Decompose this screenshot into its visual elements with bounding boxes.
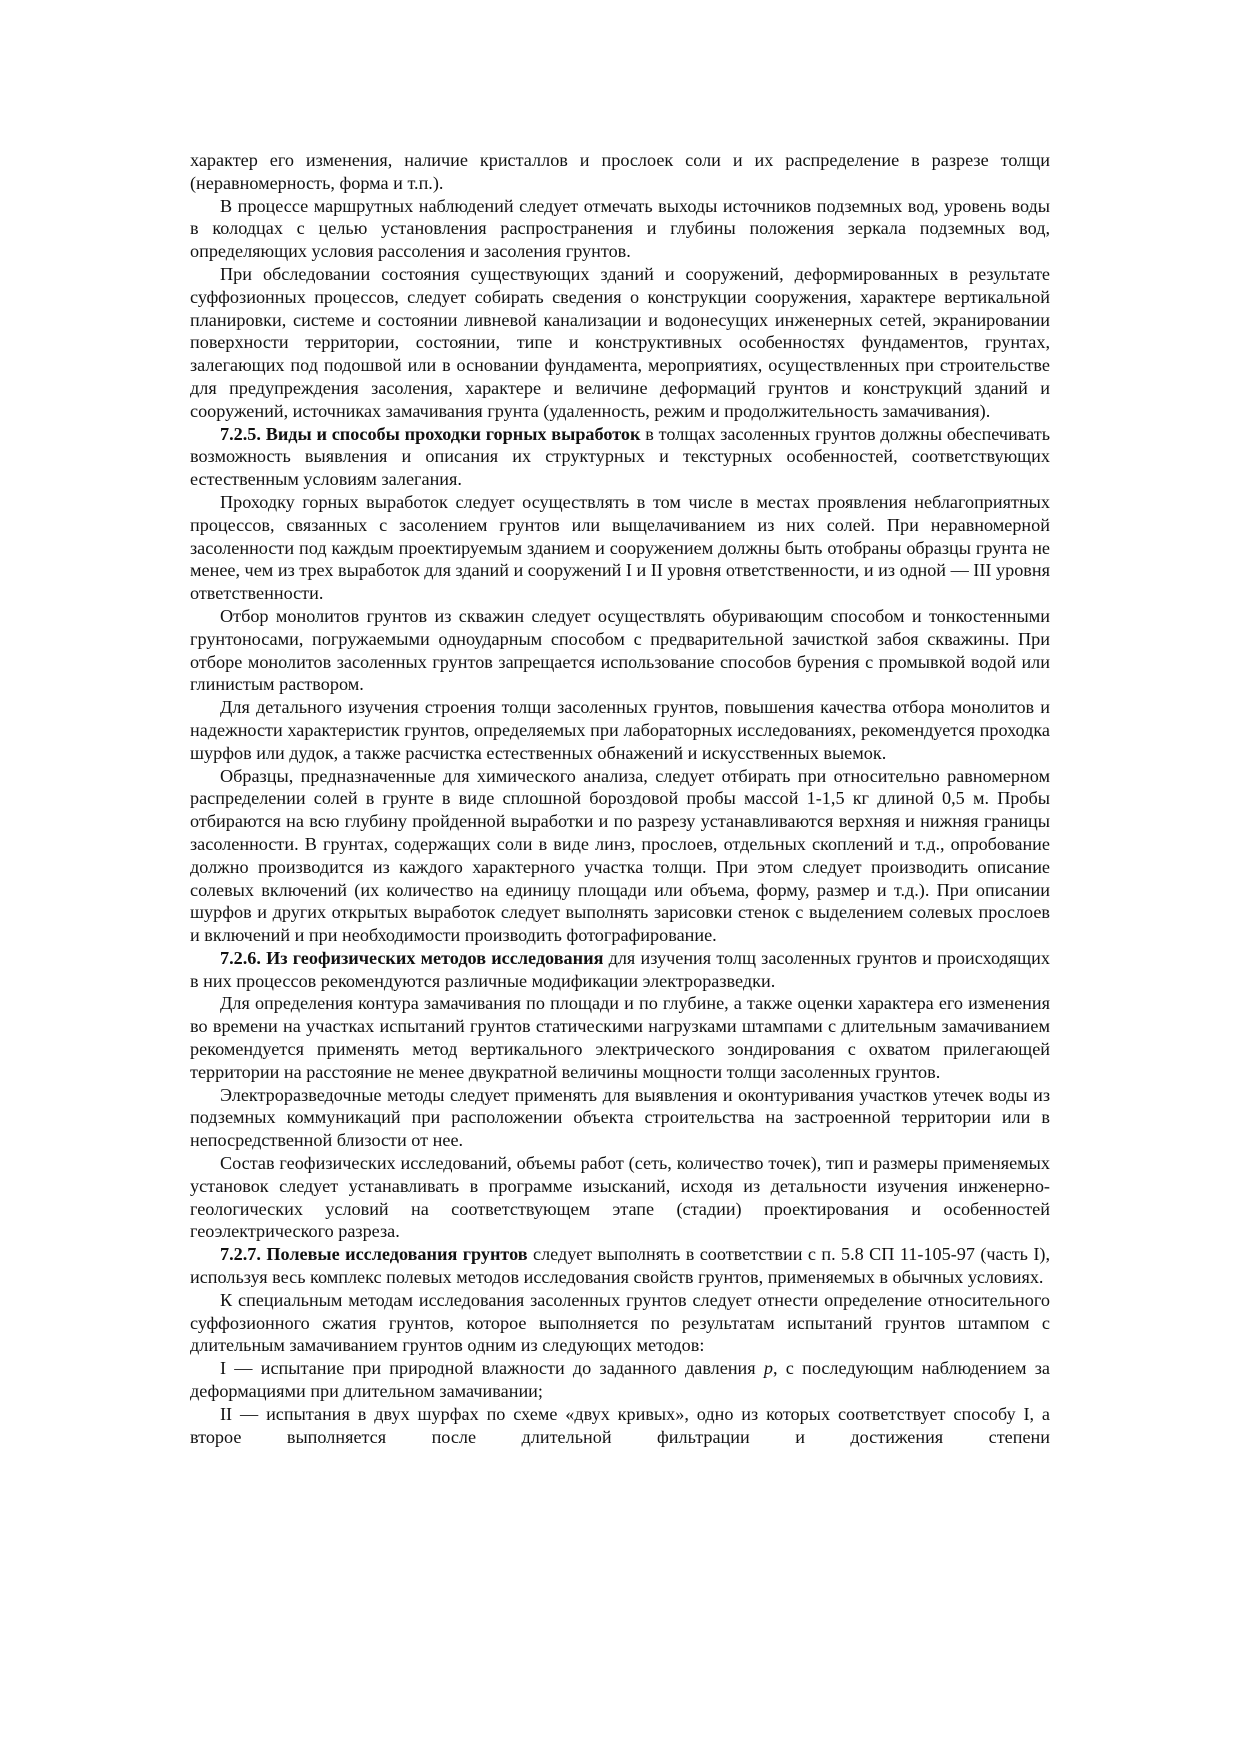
paragraph-text: К специальным методам исследования засоленных грунтов следует отнести определение относительного суффозионного сжатия грунтов, которое выполняется по результатам испытаний грунтов штампом с длительным замачиванием грунтов одним из следующих методов:: [190, 1289, 1050, 1356]
paragraph-text: Для детального изучения строения толщи засоленных грунтов, повышения качества отбора монолитов и надежности характеристик грунтов, определяемых при лабораторных исследованиях, рекомендуется проходка шурфов или дудок, а также расчистка естественных обнажений и искусственных выемок.: [190, 697, 1050, 763]
paragraph-text: для изучения толщ засоленных грунтов и происходящих в них процессов рекомендуются различные модификации электроразведки.: [190, 947, 1050, 991]
paragraph-text: Состав геофизических исследований, объемы работ (сеть, количество точек), тип и размеры применяемых установок следует устанавливать в программе изысканий, исходя из детальности изучения инженерно-геологических условий на соответствующем этапе (стадии) проектирования и особенностей геоэлектрического разреза.: [190, 1153, 1050, 1242]
paragraph-text: Проходку горных выработок следует осуществлять в том числе в местах проявления неблагоприятных процессов, связанных с засолением грунтов или выщелачиванием из них солей. При неравномерной засоленности под каждым проектируемым зданием и сооружением должны быть отобраны образцы грунта не менее, чем из трех выработок для зданий и сооружений I и II уровня ответственности, и из одной — III уровня ответственности.: [190, 491, 1050, 604]
section-7-2-5: [190, 423, 1050, 491]
paragraph: [190, 605, 1050, 696]
paragraph-text: Для определения контура замачивания по площади и по глубине, а также оценки характера его изменения во времени на участках испытаний грунтов статическими нагрузками штампами с длительным замачиванием рекомендуется применять метод вертикального электрического зондирования с охватом прилегающей территории на расстояние не менее двукратной величины мощности толщи засоленных грунтов.: [190, 993, 1050, 1082]
paragraph-text: , с последующим наблюдением за деформациями при длительном замачивании;: [190, 1358, 1050, 1402]
method-item-i: [190, 1357, 1050, 1403]
paragraph-text: Отбор монолитов грунтов из скважин следует осуществлять обуривающим способом и тонкостенными грунтоносами, погружаемыми одноударным способом с предварительной зачисткой забоя скважины. При отборе монолитов засоленных грунтов запрещается использование способов бурения с промывкой водой или глинистым раствором.: [190, 605, 1050, 695]
paragraph: [190, 765, 1050, 947]
section-heading: 7.2.6. Из геофизических методов исследования: [220, 947, 604, 968]
section-heading: 7.2.5. Виды и способы проходки горных выработок: [220, 423, 641, 444]
paragraph: [190, 149, 1050, 195]
section-7-2-7: [190, 1243, 1050, 1289]
paragraph-text: Образцы, предназначенные для химического анализа, следует отбирать при относительно равномерном распределении солей в грунте в виде сплошной бороздовой пробы массой 1-1,5 кг длиной 0,5 м. Пробы отбираются на всю глубину пройденной выработки и по разрезу устанавливаются верхняя и нижняя границы засоленности. В грунтах, содержащих соли в виде линз, прослоев, отдельных скоплений и т.д., опробование должно производится из каждого характерного участка толщи. При этом следует производить описание солевых включений (их количество на единицу площади или объема, форму, размер и т.д.). При описании шурфов и других открытых выработок следует выполнять зарисовки стенок с выделением солевых прослоев и включений и при необходимости производить фотографирование.: [190, 765, 1050, 946]
paragraph-text: I — испытание при природной влажности до заданного давления: [220, 1358, 764, 1379]
method-item-ii: [190, 1403, 1050, 1449]
document-page: [190, 149, 1050, 1448]
paragraph: [190, 1289, 1050, 1357]
section-heading: 7.2.7. Полевые исследования грунтов: [220, 1244, 528, 1265]
paragraph-text: в толщах засоленных грунтов должны обеспечивать возможность выявления и описания их структурных и текстурных особенностей, соответствующих естественным условиям залегания.: [190, 423, 1050, 490]
paragraph-text: следует выполнять в соответствии с п. 5.8 СП 11-105-97 (часть I), используя весь комплекс полевых методов исследования свойств грунтов, применяемых в обычных условиях.: [190, 1244, 1050, 1288]
paragraph: [190, 195, 1050, 263]
paragraph-text: Электроразведочные методы следует применять для выявления и оконтуривания участков утечек воды из подземных коммуникаций при расположении объекта строительства на застроенной территории или в непосредственной близости от нее.: [190, 1084, 1050, 1151]
paragraph-text: характер его изменения, наличие кристаллов и прослоек соли и их распределение в разрезе толщи (неравномерность, форма и т.п.).: [190, 150, 1050, 193]
paragraph: [190, 696, 1050, 764]
paragraph-text: При обследовании состояния существующих зданий и сооружений, деформированных в результате суффозионных процессов, следует собирать сведения о конструкции сооружения, характере вертикальной планировки, системе и состоянии ливневой канализации и водонесущих инженерных сетей, экранировании поверхности территории, состоянии, типе и конструктивных особенностях фундаментов, грунтах, залегающих под подошвой или в основании фундамента, мероприятиях, осуществленных при строительстве для предупреждения засоления, характере и величине деформаций грунтов и конструкций зданий и сооружений, источниках замачивания грунта (удаленность, режим и продолжительность замачивания).: [190, 263, 1050, 421]
paragraph: [190, 992, 1050, 1083]
section-7-2-6: [190, 947, 1050, 993]
paragraph-text: II — испытания в двух шурфах по схеме «двух кривых», одно из которых соответствует способу I, а второе выполняется после длительной фильтрации и достижения степени: [190, 1403, 1050, 1447]
paragraph: [190, 491, 1050, 605]
paragraph: [190, 1084, 1050, 1152]
paragraph: [190, 1152, 1050, 1243]
paragraph-text: В процессе маршрутных наблюдений следует отмечать выходы источников подземных вод, уровень воды в колодцах с целью установления распространения и глубины положения зеркала подземных вод, определяющих условия рассоления и засоления грунтов.: [190, 195, 1050, 262]
pressure-symbol: p: [763, 1358, 773, 1379]
paragraph: [190, 263, 1050, 423]
